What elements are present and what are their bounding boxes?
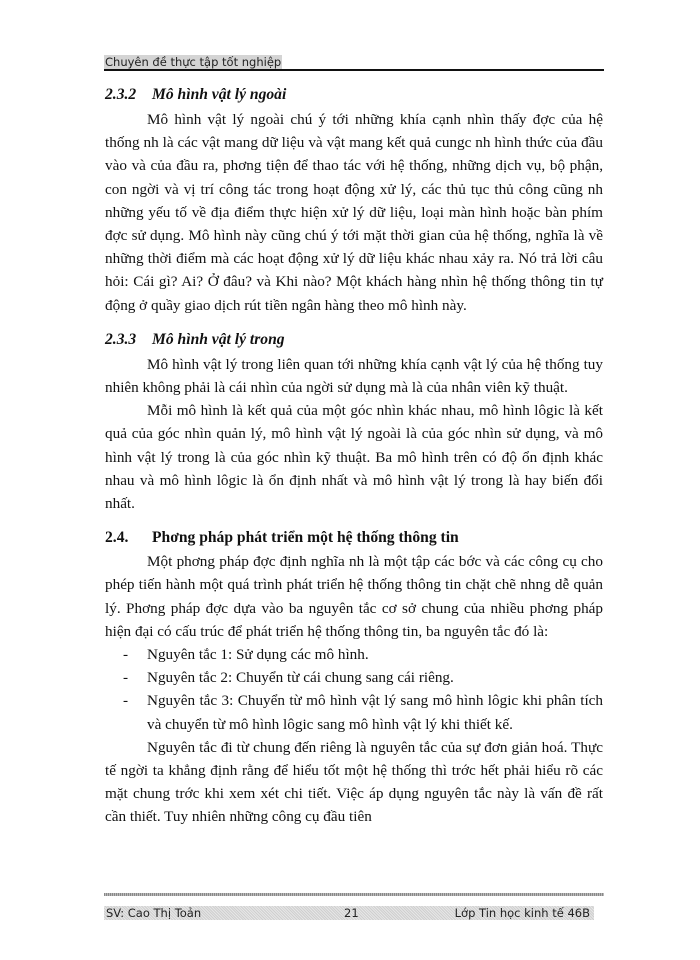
paragraph: Nguyên tắc đi từ chung đến riêng là nguyên tắc của sự đơn giản hoá. Thực tế ngời ta khẳng định rằng để hiểu tốt một hệ thống thì trớc hết phải hiểu rõ các mặt chung trớc khi xem xét chi tiết. Việc áp dụng nguyên tắc này là vấn đề rất cần thiết. Tuy nhiên những công cụ đầu tiên bbox=[105, 738, 603, 826]
page-header bbox=[104, 53, 604, 71]
paragraph: Mô hình vật lý ngoài chú ý tới những khía cạnh nhìn thấy đợc của hệ thống nh là các vật mang dữ liệu và vật mang kết quả cungc nh hình thức của đầu vào và của đầu ra, phơng tiện để thao tác với hệ thống, những dịch vụ, bộ phận, con ngời và vị trí công tác trong hoạt động xử lý, các thủ tục thủ công cũng nh những yếu tố về địa điểm thực hiện xử lý dữ liệu, loại màn hình hoặc bàn phím đợc sử dụng. Mô hình này cũng chú ý tới mặt thời gian của hệ thống, nghĩa là về những thời điểm mà các hoạt động xử lý dữ liệu khác nhau xảy ra. Nó trả lời câu hỏi: Cái gì? Ai? Ở đâu? và Khi nào? Một khách hàng nhìn hệ thống thông tin tự động ở quầy giao dịch rút tiền ngân hàng theo mô hình này. bbox=[105, 111, 603, 314]
section-heading-2-3-3 bbox=[105, 327, 603, 353]
list-item: - Nguyên tắc 2: Chuyển từ cái chung sang cái riêng. bbox=[105, 666, 603, 689]
paragraph: Mỗi mô hình là kết quả của một góc nhìn khác nhau, mô hình lôgic là kết quả của góc nhìn quản lý, mô hình vật lý ngoài là của góc nhìn sử dụng, và mô hình vật lý trong là của góc nhìn kỹ thuật. Ba mô hình trên có độ ổn định khác nhau và mô hình lôgic là ổn định nhất và mô hình vật lý trong là hay biến đổi nhất. bbox=[105, 402, 603, 513]
section-heading-2-3-2 bbox=[105, 82, 603, 108]
section-heading-2-4 bbox=[105, 525, 603, 550]
paragraph: Một phơng pháp đợc định nghĩa nh là một tập các bớc và các công cụ cho phép tiến hành một quá trình phát triển hệ thống thông tin chặt chẽ nhng dễ quản lý. Phơng pháp đợc dựa vào ba nguyên tắc cơ sở chung của nhiều phơng pháp hiện đại có cấu trúc để phát triển hệ thống thông tin, ba nguyên tắc đó là: bbox=[105, 553, 603, 640]
page-number: 21 bbox=[344, 906, 359, 920]
section-number: 2.3.2 bbox=[105, 86, 137, 103]
paragraph: Mô hình vật lý trong liên quan tới những khía cạnh vật lý của hệ thống tuy nhiên không phải là cái nhìn của ngời sử dụng mà là của nhân viên kỹ thuật. bbox=[105, 355, 603, 397]
footer-student: SV: Cao Thị Toản bbox=[106, 906, 202, 920]
section-title: Mô hình vật lý ngoài bbox=[152, 86, 287, 103]
dash-bullet: - bbox=[123, 669, 129, 687]
section-title: Phơng pháp phát triển một hệ thống thông tin bbox=[152, 529, 459, 547]
header-rule bbox=[104, 69, 604, 71]
footer-class: Lớp Tin học kinh tế 46B bbox=[454, 906, 590, 920]
principles-list bbox=[105, 643, 603, 736]
footer-rule bbox=[104, 893, 604, 896]
list-item: - Nguyên tắc 3: Chuyển từ mô hình vật lý sang mô hình lôgic khi phân tích và chuyển từ mô hình lôgic sang mô hình vật lý khi thiết kế. bbox=[105, 689, 603, 735]
section-number: 2.3.3 bbox=[105, 330, 137, 348]
section-title: Mô hình vật lý trong bbox=[152, 330, 285, 348]
section-number: 2.4. bbox=[105, 529, 129, 547]
document-body bbox=[105, 82, 603, 829]
dash-bullet: - bbox=[123, 646, 129, 664]
header-title: Chuyên đề thực tập tốt nghiệp bbox=[105, 55, 282, 69]
dash-bullet: - bbox=[123, 692, 129, 710]
list-item: - Nguyên tắc 1: Sử dụng các mô hình. bbox=[105, 643, 603, 666]
page-footer bbox=[104, 906, 594, 920]
